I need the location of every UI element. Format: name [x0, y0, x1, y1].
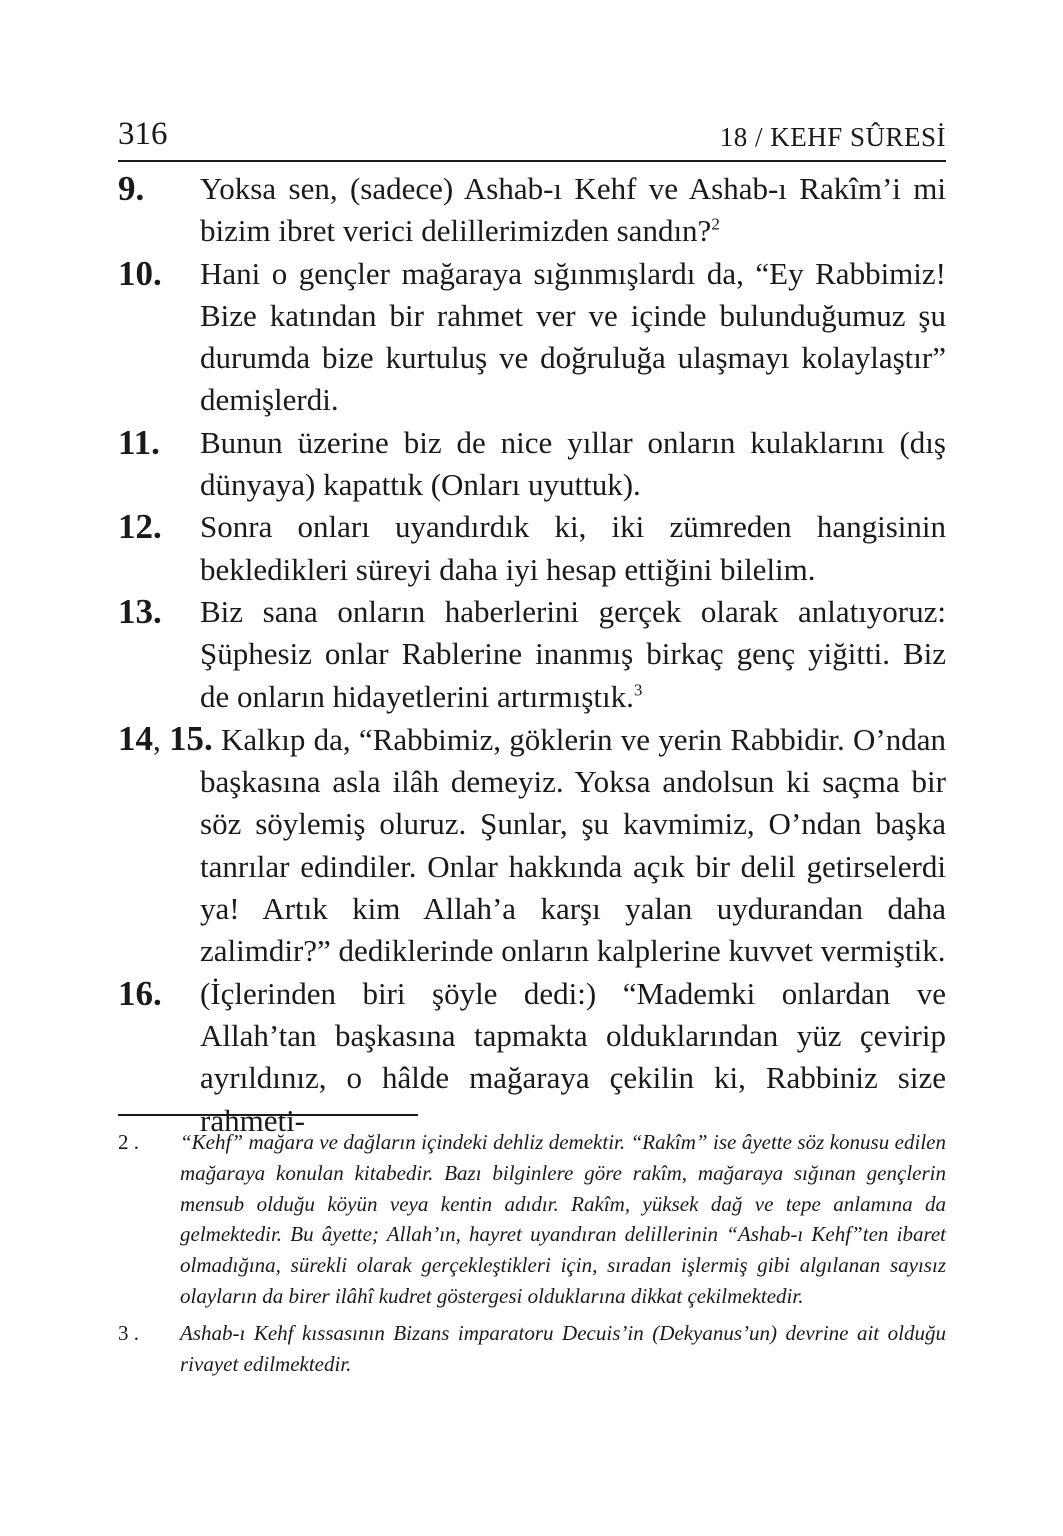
verse-number-a: 14 — [118, 718, 153, 758]
verse-number: 13. — [118, 591, 162, 631]
verse-text: (İçlerinden biri şöyle dedi:) “Mademki onlardan ve Allah’tan başkasına tapmakta olduklarından yüz çevirip ayrıldınız, o hâlde mağaraya çekilin ki, Rabbiniz size rahmeti- — [200, 975, 946, 1138]
verse-number-separator: , — [153, 721, 170, 757]
verse-number: 16. — [118, 973, 162, 1013]
verse-text: Yoksa sen, (sadece) Ashab-ı Kehf ve Ashab-ı Rakîm’i mi bizim ibret verici delillerimizden sandın? — [200, 171, 946, 249]
verse-number: 12. — [118, 507, 162, 547]
verse-11 — [118, 422, 946, 507]
verse-text: Bunun üzerine biz de nice yıllar onların kulaklarını (dış dünyaya) kapattık (Onları uyuttuk). — [200, 424, 946, 503]
verse-text: Hani o gençler mağaraya sığınmışlardı da, “Ey Rabbimiz! Bize katından bir rahmet ver ve içinde bulunduğumuz şu durumda bize kurtuluş ve doğruluğa ulaşmayı kolaylaştır” demişlerdi. — [200, 255, 946, 418]
running-title: 18 / KEHF SÛRESİ — [719, 122, 946, 152]
page-number: 316 — [118, 116, 168, 152]
page-header — [118, 112, 946, 162]
verse-text: Kalkıp da, “Rabbimiz, göklerin ve yerin Rabbidir. O’ndan başkasına asla ilâh demeyiz. Yoksa andolsun ki saçma bir söz söylemiş oluruz. Şunlar, şu kavmimiz, O’ndan başka tanrılar edindiler. Onlar hakkında açık bir delil getirselerdi ya! Artık kim Allah’a karşı yalan uydurandan daha zalimdir?” dediklerinde onların kalplerine kuvvet vermiştik. — [200, 721, 947, 969]
footnote-divider — [118, 1114, 418, 1116]
footnote-text: “Kehf” mağara ve dağların içindeki dehliz demektir. “Rakîm” ise âyette söz konusu edilen mağaraya konulan kitabedir. Bazı bilginlere göre rakîm, mağaraya sığınan gençlerin mensub olduğu köyün veya kentin adıdır. Rakîm, yüksek dağ ve tepe anlamına da gelmektedir. Bu âyette; Allah’ın, hayret uyandıran delillerinin “Ashab-ı Kehf”ten ibaret olmadığına, sürekli olarak gerçekleştikleri için, sıradan işlermiş gibi algılanan sayısız olayların da birer ilâhî kudret göstergesi olduklarına dikkat çekilmektedir. — [180, 1130, 946, 1308]
verse-number: 9. — [118, 169, 145, 208]
verse-number: 11. — [118, 422, 160, 462]
verse-list — [118, 168, 946, 1142]
verse-10 — [118, 253, 946, 422]
footnote-ref[interactable]: 3 — [633, 680, 643, 700]
verse-13 — [118, 591, 946, 718]
footnote-list — [118, 1127, 946, 1385]
verse-16 — [118, 973, 946, 1142]
footnote-number: 2 . — [118, 1130, 139, 1154]
verse-number-group — [118, 718, 213, 758]
verse-number: 10. — [118, 253, 162, 293]
verse-text: Biz sana onların haberlerini gerçek olarak anlatıyoruz: Şüphesiz onlar Rablerine inanmış birkaç genç yiğitti. Biz de onların hidayetlerini artırmıştık. — [200, 593, 946, 714]
footnote-number: 3 . — [118, 1320, 139, 1345]
footnote-ref[interactable]: 2 — [711, 214, 720, 234]
verse-12 — [118, 506, 946, 591]
verse-14-15 — [118, 718, 946, 973]
verse-9 — [118, 168, 946, 253]
verse-text: Sonra onları uyandırdık ki, iki zümreden hangisinin bekledikleri süreyi daha iyi hesap ettiğini bilelim. — [200, 509, 946, 587]
footnote-3 — [118, 1318, 946, 1380]
footnote-2 — [118, 1127, 946, 1312]
verse-number-b: 15. — [169, 718, 213, 758]
footnote-text: Ashab-ı Kehf kıssasının Bizans imparatoru Decuis’in (Dekyanus’un) devrine ait olduğu rivayet edilmektedir. — [180, 1320, 946, 1376]
